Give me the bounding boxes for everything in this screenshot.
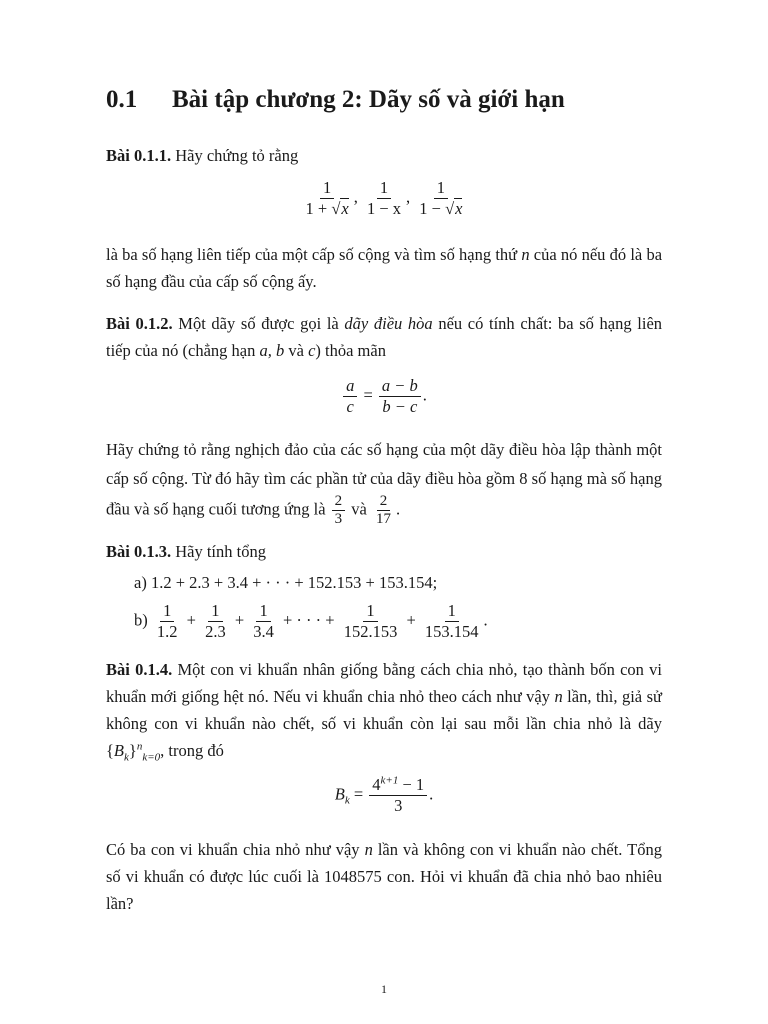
period: . <box>483 610 488 630</box>
term-harmonic-sequence: dãy điều hòa <box>344 314 433 333</box>
fraction-1-over-3-4 <box>250 601 277 642</box>
superscript-n: n <box>136 740 143 753</box>
section-heading <box>106 86 565 114</box>
period: . <box>395 499 401 519</box>
ellipsis-plus: + · · · + <box>283 610 335 630</box>
exercise-2-text-3: và <box>284 341 309 360</box>
denominator: 1.2 <box>156 622 178 641</box>
radicand-x: x <box>455 199 463 218</box>
subscript-k: k <box>124 751 129 764</box>
exercise-4-text-3: , trong đó <box>160 741 224 760</box>
exercise-2-text-4: ) thỏa mãn <box>315 341 386 360</box>
denominator-3: 3 <box>394 796 403 815</box>
fraction-1-den-prefix: 1 + <box>305 199 332 218</box>
numerator: 1 <box>160 601 174 622</box>
exercise-4-equation <box>106 775 662 816</box>
plus-sign: + <box>406 610 416 630</box>
numerator: 1 <box>256 601 270 622</box>
fraction-2 <box>364 178 404 219</box>
variable-n: n <box>521 245 530 264</box>
equals-sign: = <box>363 385 373 405</box>
exercise-2-text-5: Hãy chứng tỏ rằng nghịch đảo của các số hạng của một dãy điều hòa lập thành một cấp số cộng. Từ đó hãy tìm các phần tử của dãy điều hòa gồm 8 số hạng mà số hạng đầu và số hạng cuối tương ứng là <box>106 440 662 519</box>
exercise-1-text-3: nếu đó là ba số hạng đầu của cấp số cộng ấy. <box>106 245 663 291</box>
numerator: 1 <box>208 601 222 622</box>
variables-a-b: a, b <box>259 341 285 360</box>
section-number: 0.1 <box>106 86 138 113</box>
exercise-2-text-1: Một dãy số được gọi là <box>178 314 345 333</box>
minus-one: − 1 <box>398 775 425 794</box>
subscript-k0: k=0 <box>142 751 161 764</box>
plus-sign: + <box>234 610 245 630</box>
lhs-B: B <box>334 784 345 804</box>
base-4: 4 <box>372 775 381 794</box>
fraction-1 <box>303 178 352 219</box>
variable-B: B <box>113 741 125 760</box>
section-title: Bài tập chương 2: Dãy số và giới hạn <box>172 86 565 113</box>
plus-sign: + <box>186 610 196 630</box>
exercise-2-intro <box>106 310 662 364</box>
exercise-3-label: Bài 0.1.3. <box>106 542 172 561</box>
comma-1: , <box>353 187 358 207</box>
exercise-1-body <box>106 241 662 295</box>
part-a-label: a) <box>134 573 147 592</box>
exercise-4-text-1: Một con vi khuẩn nhân giống bằng cách chia nhỏ, tạo thành bốn con vi khuẩn mới giống hệt nó. Nếu vi khuẩn chia nhỏ theo cách như vậy <box>106 660 662 706</box>
exponent-k-plus-1: k+1 <box>380 774 399 787</box>
variable-n: n <box>364 840 373 859</box>
exercise-1-intro <box>106 142 662 169</box>
exercise-1-text-1: là ba số hạng liên tiếp của một cấp số cộng và tìm số hạng thứ <box>106 245 522 264</box>
fraction-1-over-2-3 <box>202 601 229 642</box>
exercise-1-formula <box>106 178 662 219</box>
part-a-expression: 1.2 + 2.3 + 3.4 + · · · + 152.153 + 153.154; <box>150 573 438 592</box>
denominator-b-minus-c: b − c <box>382 397 418 416</box>
denominator-3: 3 <box>334 511 343 527</box>
exercise-3-part-a <box>134 573 654 593</box>
denominator: 2.3 <box>205 622 226 641</box>
denominator-17: 17 <box>375 511 391 527</box>
exercise-4-label: Bài 0.1.4. <box>106 660 173 679</box>
numerator-a-minus-b: a − b <box>379 376 421 397</box>
period: . <box>429 784 434 804</box>
period: . <box>422 385 427 405</box>
exercise-2-text-2: nếu có tính chất: ba số hạng liên tiếp của nó (chẳng hạn <box>106 314 663 360</box>
equals-sign: = <box>349 784 368 804</box>
numerator-a: a <box>343 376 357 397</box>
page-number: 1 <box>381 982 387 996</box>
fraction-3-den-prefix: 1 − <box>419 199 446 218</box>
fraction-1-over-153-154 <box>422 601 482 642</box>
exercise-1-intro-text: Hãy chứng tỏ rằng <box>175 146 299 165</box>
fraction-diff <box>379 376 421 417</box>
numerator-2: 2 <box>332 493 346 511</box>
exercise-2-body <box>106 436 662 528</box>
numerator: 1 <box>363 601 377 622</box>
denominator-c: c <box>346 397 354 416</box>
denominator: 153.154 <box>424 622 479 641</box>
numerator-4-power <box>369 775 427 796</box>
fraction-1-denominator <box>303 199 352 219</box>
numerator-2: 2 <box>377 493 391 511</box>
exercise-3-part-b <box>134 601 654 642</box>
fraction-bk <box>369 775 427 816</box>
fraction-3-numerator: 1 <box>434 178 448 199</box>
fraction-2-denominator: 1 − x <box>366 199 402 218</box>
exercise-3-intro <box>106 538 662 565</box>
fraction-a-over-c <box>343 376 357 417</box>
variable-n: n <box>554 687 563 706</box>
exercise-1-text-2: của nó <box>529 245 578 264</box>
variable-c: c <box>308 341 316 360</box>
fraction-3-denominator <box>416 199 465 219</box>
numerator: 1 <box>445 601 459 622</box>
denominator: 3.4 <box>253 622 274 641</box>
exercise-4-text-2: lần, thì, giả sử không con vi khuẩn nào chết, số vi khuẩn còn lại sau mỗi lần chia nhỏ là dãy { <box>106 687 662 760</box>
fraction-3 <box>416 178 465 219</box>
sqrt-symbol: √x <box>445 199 463 218</box>
fraction-2-3 <box>332 493 346 528</box>
exercise-2-equation <box>106 376 662 417</box>
exercise-4-body <box>106 836 662 917</box>
exercise-3-intro-text: Hãy tính tổng <box>175 542 266 561</box>
sqrt-symbol: √x <box>331 199 349 218</box>
exercise-4-intro <box>106 656 662 764</box>
fraction-1-over-152-153 <box>341 601 401 642</box>
exercise-2-label: Bài 0.1.2. <box>106 314 173 333</box>
exercise-1-label: Bài 0.1.1. <box>106 146 172 165</box>
radicand-x: x <box>341 199 349 218</box>
lhs-subscript-k: k <box>344 794 350 807</box>
fraction-1-over-1-2 <box>154 601 181 642</box>
closing-brace: } <box>128 741 137 760</box>
fraction-2-numerator: 1 <box>377 178 391 199</box>
fraction-1-numerator: 1 <box>320 178 334 199</box>
part-b-label: b) <box>134 610 148 630</box>
exercise-4-text-4: Có ba con vi khuẩn chia nhỏ như vậy <box>106 840 365 859</box>
comma-2: , <box>406 187 411 207</box>
denominator: 152.153 <box>343 622 398 641</box>
fraction-2-17 <box>373 493 394 528</box>
exercise-4-text-5: lần và không con vi khuẩn nào chết. Tổng số vi khuẩn có được lúc cuối là 1048575 con. Hỏi vi khuẩn đã chia nhỏ bao nhiêu lần? <box>106 840 662 913</box>
word-and: và <box>347 499 371 519</box>
